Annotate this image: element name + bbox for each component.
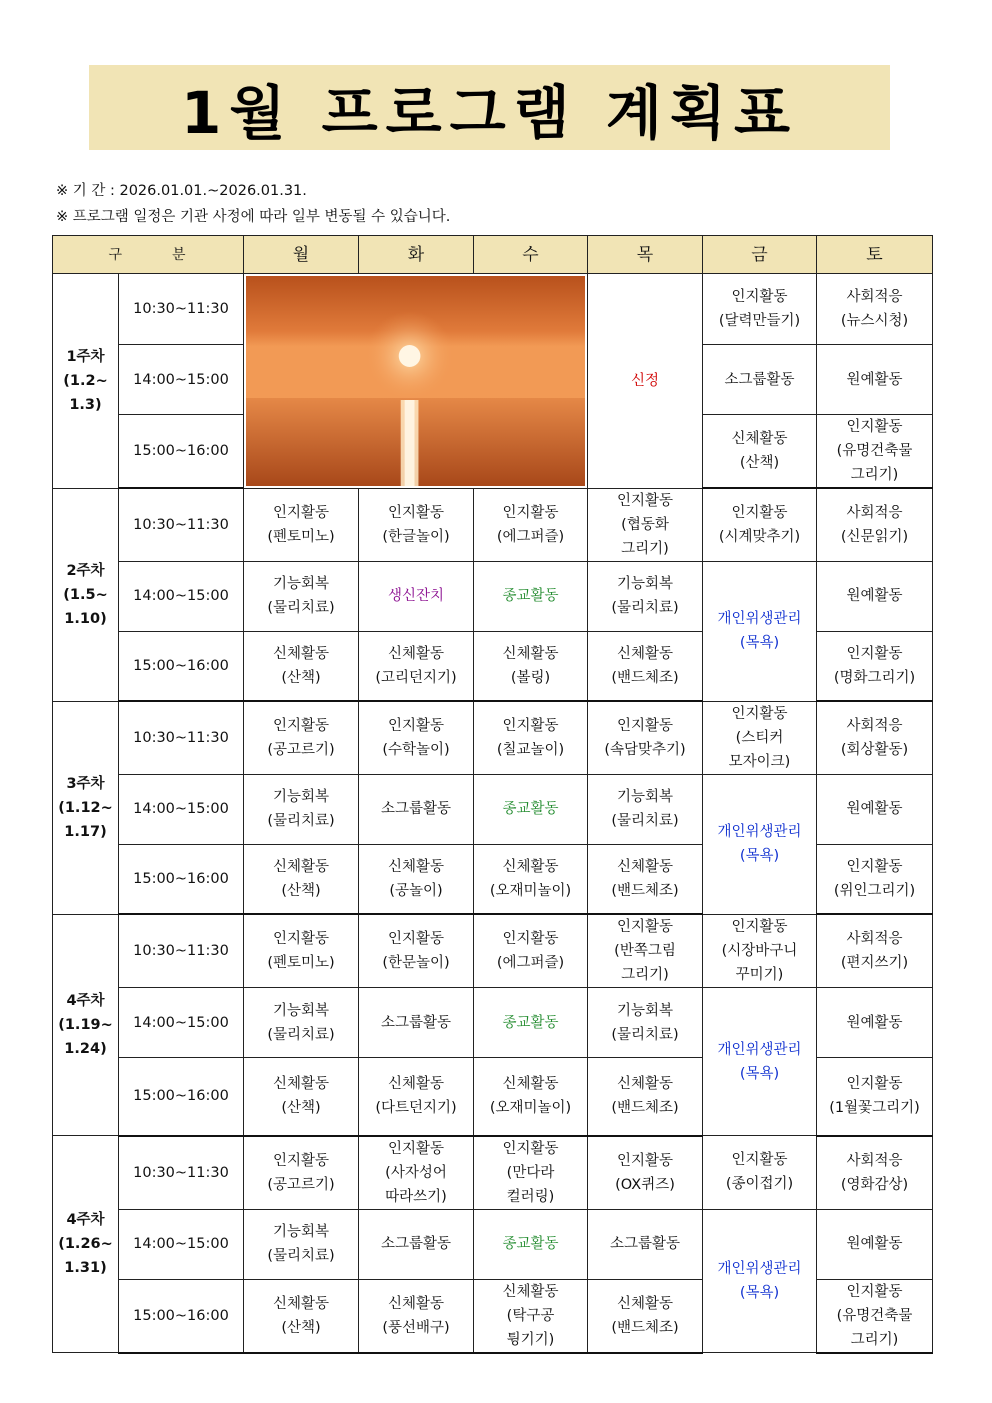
week1-row1	[53, 274, 933, 345]
time-slot: 14:00~15:00	[119, 561, 244, 631]
week2-row2	[53, 561, 933, 631]
time-slot: 14:00~15:00	[119, 345, 244, 415]
hygiene-cell: 개인위생관리 (목욕)	[703, 988, 817, 1136]
week4-label: 4주차 (1.19~ 1.24)	[53, 914, 119, 1136]
period-note: ※ 기 간 : 2026.01.01.~2026.01.31.	[56, 183, 307, 199]
activity-cell: 인지활동 (속담맞추기)	[588, 701, 703, 774]
week3-row2	[53, 774, 933, 844]
week4-row2	[53, 988, 933, 1058]
activity-cell: 인지활동 (OX퀴즈)	[588, 1136, 703, 1210]
activity-cell: 기능회복 (물리치료)	[588, 774, 703, 844]
activity-cell: 인지활동 (시계맞추기)	[703, 488, 817, 561]
activity-cell: 원예활동	[817, 561, 933, 631]
header-fri: 금	[703, 236, 817, 274]
hygiene-cell: 개인위생관리 (목욕)	[703, 1209, 817, 1353]
activity-cell: 소그룹활동	[588, 1209, 703, 1279]
change-note: ※ 프로그램 일정은 기관 사정에 따라 일부 변동될 수 있습니다.	[56, 209, 451, 225]
header-thu: 목	[588, 236, 703, 274]
time-slot: 10:30~11:30	[119, 914, 244, 988]
activity-cell: 신체활동 (산책)	[703, 415, 817, 489]
activity-cell: 신체활동 (밴드체조)	[588, 631, 703, 701]
activity-cell: 신체활동 (풍선배구)	[359, 1279, 474, 1353]
time-slot: 10:30~11:30	[119, 274, 244, 345]
birthday-party-cell: 생신잔치	[359, 561, 474, 631]
week1-label: 1주차 (1.2~ 1.3)	[53, 274, 119, 489]
activity-cell: 인지활동 (1월꽃그리기)	[817, 1058, 933, 1136]
activity-cell: 신체활동 (산책)	[244, 631, 359, 701]
header-sat: 토	[817, 236, 933, 274]
activity-cell: 기능회복 (물리치료)	[244, 988, 359, 1058]
time-slot: 15:00~16:00	[119, 415, 244, 489]
activity-cell: 사회적응 (뉴스시청)	[817, 274, 933, 345]
activity-cell: 신체활동 (오재미놀이)	[474, 1058, 588, 1136]
schedule-table	[52, 235, 933, 1354]
activity-cell: 사회적응 (회상활동)	[817, 701, 933, 774]
activity-cell: 소그룹활동	[359, 774, 474, 844]
activity-cell: 인지활동 (스티커 모자이크)	[703, 701, 817, 774]
activity-cell: 원예활동	[817, 774, 933, 844]
week4-row1	[53, 914, 933, 988]
notes	[56, 178, 450, 230]
header-tue: 화	[359, 236, 474, 274]
page-title: 1월 프로그램 계획표	[181, 78, 798, 147]
holiday-cell: 신정	[588, 274, 703, 489]
time-slot: 10:30~11:30	[119, 1136, 244, 1210]
activity-cell: 인지활동 (한문놀이)	[359, 914, 474, 988]
hygiene-cell: 개인위생관리 (목욕)	[703, 774, 817, 914]
time-slot: 10:30~11:30	[119, 701, 244, 774]
week3-label: 3주차 (1.12~ 1.17)	[53, 701, 119, 914]
activity-cell: 인지활동 (칠교놀이)	[474, 701, 588, 774]
sunset-picture	[246, 276, 585, 486]
religion-cell: 종교활동	[474, 988, 588, 1058]
title-band	[89, 65, 890, 150]
time-slot: 14:00~15:00	[119, 774, 244, 844]
activity-cell: 기능회복 (물리치료)	[588, 988, 703, 1058]
header-gubun: 구 분	[53, 236, 244, 274]
activity-cell: 기능회복 (물리치료)	[588, 561, 703, 631]
religion-cell: 종교활동	[474, 1209, 588, 1279]
activity-cell: 신체활동 (산책)	[244, 1279, 359, 1353]
header-mon: 월	[244, 236, 359, 274]
activity-cell: 신체활동 (공놀이)	[359, 844, 474, 914]
activity-cell: 인지활동 (한글놀이)	[359, 488, 474, 561]
activity-cell: 인지활동 (종이접기)	[703, 1136, 817, 1210]
week5-row1	[53, 1136, 933, 1210]
time-slot: 15:00~16:00	[119, 1058, 244, 1136]
activity-cell: 원예활동	[817, 345, 933, 415]
activity-cell: 사회적응 (편지쓰기)	[817, 914, 933, 988]
activity-cell: 신체활동 (밴드체조)	[588, 844, 703, 914]
activity-cell: 신체활동 (산책)	[244, 1058, 359, 1136]
activity-cell: 인지활동 (달력만들기)	[703, 274, 817, 345]
sunset-image	[244, 274, 588, 489]
time-slot: 15:00~16:00	[119, 1279, 244, 1353]
activity-cell: 인지활동 (펜토미노)	[244, 914, 359, 988]
activity-cell: 신체활동 (다트던지기)	[359, 1058, 474, 1136]
activity-cell: 사회적응 (신문읽기)	[817, 488, 933, 561]
activity-cell: 인지활동 (시장바구니 꾸미기)	[703, 914, 817, 988]
activity-cell: 소그룹활동	[703, 345, 817, 415]
activity-cell: 신체활동 (오재미놀이)	[474, 844, 588, 914]
activity-cell: 기능회복 (물리치료)	[244, 774, 359, 844]
activity-cell: 인지활동 (유명건축물 그리기)	[817, 415, 933, 489]
activity-cell: 인지활동 (사자성어 따라쓰기)	[359, 1136, 474, 1210]
activity-cell: 인지활동 (펜토미노)	[244, 488, 359, 561]
activity-cell: 신체활동 (고리던지기)	[359, 631, 474, 701]
activity-cell: 소그룹활동	[359, 1209, 474, 1279]
activity-cell: 신체활동 (밴드체조)	[588, 1058, 703, 1136]
hygiene-cell: 개인위생관리 (목욕)	[703, 561, 817, 701]
activity-cell: 인지활동 (수학놀이)	[359, 701, 474, 774]
activity-cell: 인지활동 (공고르기)	[244, 1136, 359, 1210]
activity-cell: 인지활동 (공고르기)	[244, 701, 359, 774]
activity-cell: 기능회복 (물리치료)	[244, 561, 359, 631]
time-slot: 14:00~15:00	[119, 1209, 244, 1279]
week2-row1	[53, 488, 933, 561]
activity-cell: 인지활동 (명화그리기)	[817, 631, 933, 701]
religion-cell: 종교활동	[474, 774, 588, 844]
activity-cell: 원예활동	[817, 1209, 933, 1279]
activity-cell: 인지활동 (에그퍼즐)	[474, 914, 588, 988]
activity-cell: 인지활동 (만다라 컬러링)	[474, 1136, 588, 1210]
time-slot: 15:00~16:00	[119, 631, 244, 701]
religion-cell: 종교활동	[474, 561, 588, 631]
week5-label: 4주차 (1.26~ 1.31)	[53, 1136, 119, 1353]
activity-cell: 인지활동 (유명건축물 그리기)	[817, 1279, 933, 1353]
activity-cell: 인지활동 (위인그리기)	[817, 844, 933, 914]
activity-cell: 원예활동	[817, 988, 933, 1058]
time-slot: 15:00~16:00	[119, 844, 244, 914]
header-wed: 수	[474, 236, 588, 274]
time-slot: 14:00~15:00	[119, 988, 244, 1058]
week2-label: 2주차 (1.5~ 1.10)	[53, 488, 119, 701]
header-row	[53, 236, 933, 274]
activity-cell: 인지활동 (반쪽그림 그리기)	[588, 914, 703, 988]
activity-cell: 신체활동 (탁구공 튕기기)	[474, 1279, 588, 1353]
activity-cell: 신체활동 (산책)	[244, 844, 359, 914]
activity-cell: 신체활동 (밴드체조)	[588, 1279, 703, 1353]
activity-cell: 사회적응 (영화감상)	[817, 1136, 933, 1210]
activity-cell: 소그룹활동	[359, 988, 474, 1058]
activity-cell: 인지활동 (협동화 그리기)	[588, 488, 703, 561]
week5-row2	[53, 1209, 933, 1279]
activity-cell: 기능회복 (물리치료)	[244, 1209, 359, 1279]
time-slot: 10:30~11:30	[119, 488, 244, 561]
activity-cell: 신체활동 (볼링)	[474, 631, 588, 701]
activity-cell: 인지활동 (에그퍼즐)	[474, 488, 588, 561]
week3-row1	[53, 701, 933, 774]
